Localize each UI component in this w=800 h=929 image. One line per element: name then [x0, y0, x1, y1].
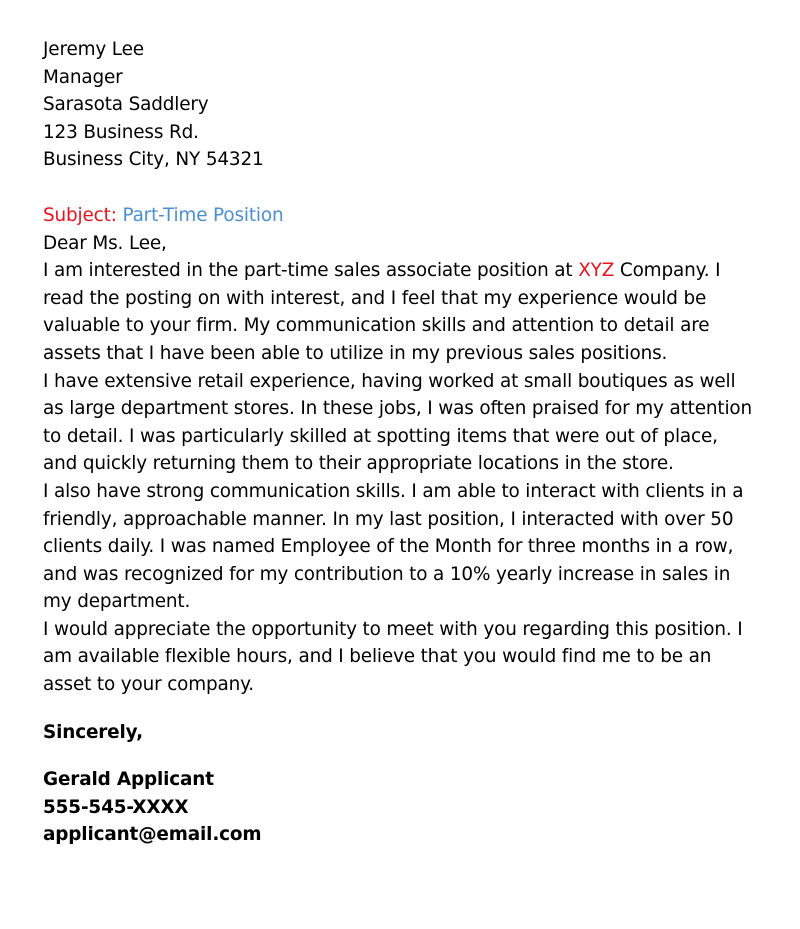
sender-email: applicant@email.com [43, 824, 262, 846]
company-placeholder: XYZ [578, 260, 615, 282]
paragraph-line: friendly, approachable manner. In my last position, I interacted with over 50 [43, 508, 734, 530]
paragraph-line: I also have strong communication skills. I am able to interact with clients in a [43, 480, 744, 502]
spacer [43, 746, 783, 766]
paragraph-text: Company. I [614, 260, 721, 282]
sender-phone: 555-545-XXXX [43, 796, 189, 818]
paragraph-line: I have extensive retail experience, having worked at small boutiques as well [43, 370, 736, 392]
recipient-name: Jeremy Lee [43, 39, 144, 60]
recipient-city: Business City, NY 54321 [43, 149, 264, 171]
subject-value: Part-Time Position [122, 204, 284, 226]
paragraph-communication [43, 478, 783, 616]
paragraph-line [43, 257, 783, 285]
paragraph-closing-request [43, 616, 783, 699]
subject-line [43, 202, 783, 230]
paragraph-line: I would appreciate the opportunity to meet with you regarding this position. I [43, 618, 743, 640]
recipient-company: Sarasota Saddlery [43, 94, 209, 116]
paragraph-line: to detail. I was particularly skilled at spotting items that were out of place, [43, 425, 718, 447]
closing: Sincerely, [43, 721, 143, 743]
sender-block [43, 766, 783, 849]
paragraph-line: and was recognized for my contribution to a 10% yearly increase in sales in [43, 563, 731, 585]
paragraph-line: am available flexible hours, and I believe that you would find me to be an [43, 646, 712, 668]
paragraph-line: asset to your company. [43, 674, 254, 696]
paragraph-line: and quickly returning them to their appropriate locations in the store. [43, 453, 674, 475]
paragraph-line: assets that I have been able to utilize in my previous sales positions. [43, 342, 668, 364]
spacer [43, 174, 783, 202]
spacer [43, 699, 783, 719]
paragraph-line: my department. [43, 591, 191, 613]
recipient-street: 123 Business Rd. [43, 121, 199, 143]
paragraph-line: as large department stores. In these jobs, I was often praised for my attention [43, 398, 753, 420]
subject-label: Subject: [43, 204, 117, 226]
paragraph-text: I am interested in the part-time sales associate position at [43, 260, 579, 282]
paragraph-line: read the posting on with interest, and I feel that my experience would be [43, 287, 707, 309]
paragraph-line: valuable to your firm. My communication skills and attention to detail are [43, 315, 710, 337]
recipient-title: Manager [43, 66, 123, 88]
paragraph-line: clients daily. I was named Employee of the Month for three months in a row, [43, 536, 734, 558]
sender-name: Gerald Applicant [43, 769, 214, 791]
paragraph-interest [43, 257, 783, 367]
paragraph-experience [43, 368, 783, 478]
recipient-address-block [43, 36, 783, 174]
salutation: Dear Ms. Lee, [43, 232, 167, 254]
